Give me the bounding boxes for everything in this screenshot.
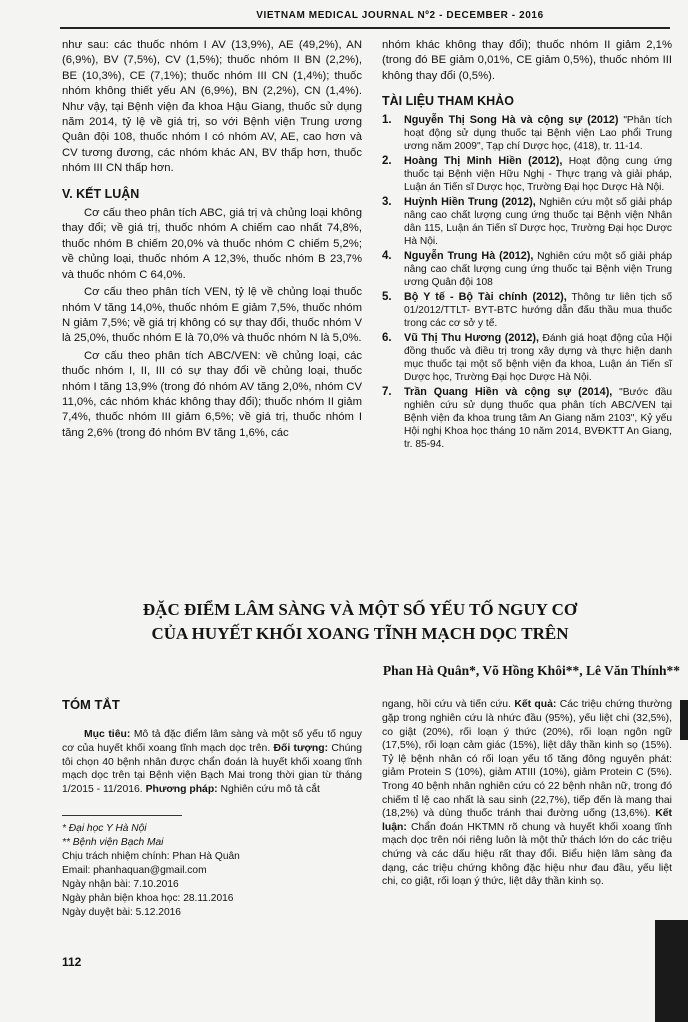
- abstract-continuation: ngang, hồi cứu và tiến cứu. Kết quả: Các triệu chứng thường gặp trong nghiên cứu là nhức đầu (95%), yếu liệt chi (32,5%), co giật (20%), rối loạn ý thức (20%), rối loạn ngôn ngữ (17,5%), rối loạn cảm giác (15%), liệt dây thần kinh sọ (15%). Tỷ lệ bệnh nhân có rối loạn yếu tố tăng đông nguyên phát: giảm Protein S (10%), giảm ATIII (10%), giảm Protein C (5%). Trong 40 bệnh nhân nghiên cứu có 22 bệnh nhân nữ, trong đó chiếm tỉ lệ cao nhất là sau sinh (22,7%), tiếp đến là mang thai (18,2%) và dùng thuốc tránh thai đường uống (13,6%). Kết luận: Chẩn đoán HKTMN rõ chung và huyết khối xoang tĩnh mạch dọc trên nói riêng luôn là một thử thách lớn do các triệu chứng và các dấu hiệu rất thay đổi. Biểu hiện lâm sàng đa dạng, các triệu chứng không đặc hiệu như đau đầu, yếu liệt chi, co giật, rối loạn ý thức, liệt dây thần kinh sọ.: [382, 699, 672, 888]
- section-conclusion-heading: V. KẾT LUẬN: [62, 186, 140, 201]
- article-title: [100, 598, 620, 646]
- reference-list: [382, 114, 672, 451]
- article-title-line-1: ĐẶC ĐIỂM LÂM SÀNG VÀ MỘT SỐ YẾU TỐ NGUY CƠ: [142, 600, 578, 619]
- abstract-heading: TÓM TẮT: [62, 697, 120, 712]
- footnote-divider: [62, 815, 182, 816]
- references-heading: TÀI LIỆU THAM KHẢO: [382, 94, 514, 109]
- footnote-received: Ngày nhận bài: 7.10.2016: [62, 879, 179, 890]
- left-paragraph-2: Cơ cấu theo phân tích ABC, giá trị và chủng loại không thay đổi; về giá trị, thuốc nhóm A chiếm cao nhất 74,8%, thuốc nhóm B chiếm 20,0% và thuốc nhóm C chiếm 5,2%; về chủng loại, thuốc nhóm A 12,3%, thuốc nhóm B 23,7% và thuốc nhóm C 64,0%.: [62, 207, 362, 281]
- right-column: [382, 38, 672, 453]
- footnote-affiliation-1: * Đại học Y Hà Nội: [62, 823, 147, 834]
- footnotes: [62, 822, 362, 920]
- left-paragraph-4: Cơ cấu theo phân tích ABC/VEN: về chủng loại, các thuốc nhóm I, II, III có sự thay đổi về chủng loại, thuốc nhóm I tăng 13,9% (trong đó nhóm AV tăng 2,0%, nhóm CV 11,0%, các nhóm khác không thay đổi); thuốc nhóm II giảm 7,4%, thuốc nhóm III giảm 6,5%; về giá trị, thuốc nhóm I tăng 2,6% (trong đó nhóm BV tăng 1,6%, các: [62, 349, 362, 439]
- footnote-responsible: Chịu trách nhiệm chính: Phan Hà Quân: [62, 851, 240, 862]
- journal-header: VIETNAM MEDICAL JOURNAL Nº2 - DECEMBER - 2016: [256, 10, 544, 21]
- footnote-reviewed: Ngày phản biện khoa học: 28.11.2016: [62, 893, 234, 904]
- scan-artifact: [680, 700, 688, 740]
- left-column: [62, 38, 362, 443]
- article-authors: Phan Hà Quân*, Võ Hồng Khôi**, Lê Văn Thính**: [382, 663, 680, 678]
- reference-item: 3. Huỳnh Hiền Trung (2012), Nghiên cứu một số giải pháp nâng cao chất lượng cung ứng thuốc tại Bệnh viện Nhân dân 115, Luận án Tiến sĩ Dược học, Trường Đại học Dược Hà Nội.: [382, 195, 672, 247]
- reference-item: 4. Nguyễn Trung Hà (2012), Nghiên cứu một số giải pháp nâng cao chất lượng cung ứng thuốc tại Bệnh viện Trung ương Quân đội 108: [382, 249, 673, 288]
- footnote-affiliation-2: ** Bệnh viện Bạch Mai: [62, 837, 164, 848]
- reference-item: 1. Nguyễn Thị Song Hà và cộng sự (2012) "Phân tích hoạt động sử dụng thuốc tại Bệnh viện Lao phổi Trung ương năm 2009", Tạp chí Dược học, (418), tr. 11-14.: [382, 113, 672, 152]
- abstract-paragraph: Mục tiêu: Mô tả đặc điểm lâm sàng và một số yếu tố nguy cơ của huyết khối xoang tĩnh mạch dọc trên. Đối tượng: Chúng tôi chọn 40 bệnh nhân được chẩn đoán là huyết khối xoang tĩnh mạch dọc trên tại Bệnh viện Bạch Mai trong thời gian từ tháng 1/2015 - 11/2016. Phương pháp: Nghiên cứu mô tả cắt: [62, 729, 362, 795]
- page-number: 112: [62, 955, 82, 969]
- reference-item: 5. Bộ Y tế - Bộ Tài chính (2012), Thông tư liên tịch số 01/2012/TTLT- BYT-BTC hướng dẫn đấu thầu mua thuốc trong các cơ sở y tế.: [382, 290, 672, 329]
- article-title-line-2: CỦA HUYẾT KHỐI XOANG TĨNH MẠCH DỌC TRÊN: [151, 624, 569, 643]
- left-paragraph-3: Cơ cấu theo phân tích VEN, tỷ lệ về chủng loại thuốc nhóm V tăng 14,0%, thuốc nhóm E giảm 7,5%, thuốc nhóm N giảm 7,5%; về giá trị không có sự thay đổi, thuốc nhóm V là 25,0%, thuốc nhóm E là 70,0% và thuốc nhóm N là 5,0%.: [62, 286, 362, 345]
- scan-artifact: [655, 920, 688, 1022]
- left-paragraph-1: như sau: các thuốc nhóm I AV (13,9%), AE (49,2%), AN (6,9%), BV (7,5%), CV (1,5%); thuốc nhóm II BN (2,2%), BE (10,3%), CE (7,1%); thuốc nhóm III CN (1,4%); thuốc nhóm không thiết yếu AN (6,9%), BN (2,2%), CN (1,4%). Như vậy, tại Bệnh viện đa khoa Hậu Giang, thuốc sử dụng năm 2014, tỷ lệ về giá trị, so với Bệnh viện Trung ương Quân đội 108, thuốc nhóm I có nhóm AV, AE, cao hơn và CV tương đương, các nhóm khác AN, BV thấp hơn, thuốc nhóm III CN thấp hơn.: [62, 39, 362, 175]
- header-divider: [60, 27, 670, 29]
- abstract-left: [62, 718, 362, 807]
- footnote-email: Email: phanhaquan@gmail.com: [62, 865, 207, 876]
- abstract-right: [382, 688, 672, 899]
- footnote-approved: Ngày duyệt bài: 5.12.2016: [62, 907, 181, 918]
- reference-item: 7. Trần Quang Hiền và cộng sự (2014), "Bước đầu nghiên cứu sử dụng thuốc qua phân tích ABC/VEN tại Bệnh viện đa khoa trung tâm An Giang năm 2103", Kỷ yếu Hội nghị Khoa học tháng 10 năm 2014, BVĐKTT An Giang, tr. 85-94.: [382, 385, 672, 450]
- reference-item: 6. Vũ Thị Thu Hương (2012), Đánh giá hoạt động của Hội đồng thuốc và điều trị trong xây dựng và thực hiện danh mục thuốc tại một số bệnh viện đa khoa, Luận án Tiến sĩ Dược học, Trường Đại học Dược Hà Nội.: [382, 331, 672, 383]
- reference-item: 2. Hoàng Thị Minh Hiền (2012), Hoạt động cung ứng thuốc tại Bệnh viện Hữu Nghị - Thực trạng và giải pháp, Luận án Tiến sĩ Dược học, Trường Đại học Dược Hà Nội.: [382, 154, 672, 193]
- right-paragraph-1: nhóm khác không thay đổi); thuốc nhóm II giảm 2,1% (trong đó BE giảm 0,01%, CE giảm 0,5%), thuốc nhóm III không thay đổi (0,5%).: [382, 39, 672, 82]
